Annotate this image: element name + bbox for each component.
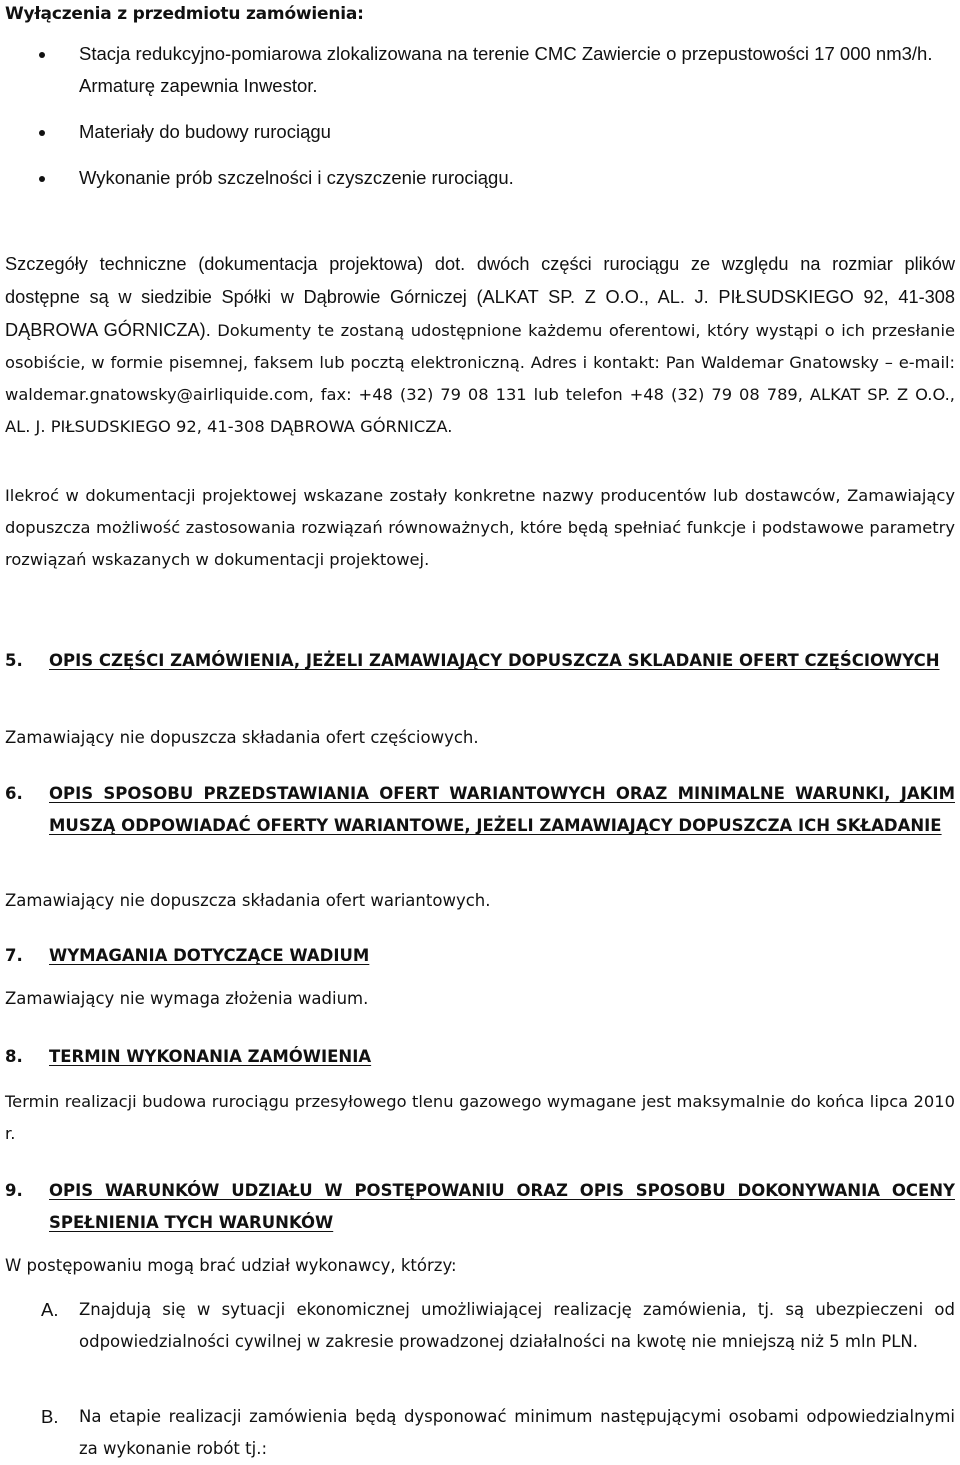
list-item: Materiały do budowy rurociągu bbox=[5, 116, 955, 148]
section-6-body: Zamawiający nie dopuszcza składania ofert wariantowych. bbox=[5, 891, 491, 910]
list-item: Stacja redukcyjno-pomiarowa zlokalizowana na terenie CMC Zawiercie o przepustowości 17 000 nm3/h. Armaturę zapewnia Inwestor. bbox=[5, 38, 955, 102]
exclusions-list bbox=[5, 38, 955, 194]
section-9-body: W postępowaniu mogą brać udział wykonawcy, którzy: bbox=[5, 1256, 457, 1275]
section-8-body: Termin realizacji budowa rurociągu przesyłowego tlenu gazowego wymagane jest maksymalnie do końca lipca 2010 r. bbox=[5, 1092, 955, 1143]
section-8-heading: 8. TERMIN WYKONANIA ZAMÓWIENIA bbox=[5, 1041, 955, 1073]
section-9-heading: 9. OPIS WARUNKÓW UDZIAŁU W POSTĘPOWANIU ORAZ OPIS SPOSOBU DOKONYWANIA OCENY SPEŁNIENIA TYCH WARUNKÓW bbox=[5, 1175, 955, 1239]
exclusions-title: Wyłączenia z przedmiotu zamówienia: bbox=[5, 4, 364, 24]
section-title: OPIS SPOSOBU PRZEDSTAWIANIA OFERT WARIANTOWYCH ORAZ MINIMALNE WARUNKI, JAKIM MUSZĄ ODPOWIADAĆ OFERTY WARIANTOWE, JEŻELI ZAMAWIAJĄCY DOPUSZCZA ICH SKŁADANIE bbox=[49, 784, 955, 835]
technical-paragraph bbox=[5, 248, 955, 443]
section-title: WYMAGANIA DOTYCZĄCE WADIUM bbox=[49, 946, 370, 965]
section-5-body: Zamawiający nie dopuszcza składania ofert częściowych. bbox=[5, 728, 479, 747]
bullet-icon bbox=[39, 52, 45, 58]
condition-label: B. bbox=[41, 1406, 59, 1427]
condition-a bbox=[5, 1294, 955, 1358]
bullet-icon bbox=[39, 176, 45, 182]
section-title: OPIS WARUNKÓW UDZIAŁU W POSTĘPOWANIU ORAZ OPIS SPOSOBU DOKONYWANIA OCENY SPEŁNIENIA TYCH WARUNKÓW bbox=[49, 1181, 955, 1232]
section-title: TERMIN WYKONANIA ZAMÓWIENIA bbox=[49, 1047, 372, 1066]
condition-text: Na etapie realizacji zamówienia będą dysponować minimum następującymi osobami odpowiedzialnymi za wykonanie robót tj.: bbox=[79, 1407, 955, 1458]
condition-b bbox=[5, 1401, 955, 1465]
list-item: Wykonanie prób szczelności i czyszczenie rurociągu. bbox=[5, 162, 955, 194]
condition-label: A. bbox=[41, 1299, 59, 1320]
technical-contact-text: Dokumenty te zostaną udostępnione każdemu oferentowi, który wystąpi o ich przesłanie osobiście, w formie pisemnej, faksem lub pocztą elektroniczną. Adres i kontakt: Pan Waldemar Gnatowsky – e-mail: waldemar.gnatowsky@airliquide.com, fax: +48 (32) 79 08 131 lub telefon +48 (32) 79 08 789, ALKAT SP. Z O.O., AL. J. PIŁSUDSKIEGO 92, 41-308 DĄBROWA GÓRNICZA. bbox=[5, 321, 956, 436]
section-7-heading: 7. WYMAGANIA DOTYCZĄCE WADIUM bbox=[5, 940, 955, 972]
section-7-body: Zamawiający nie wymaga złożenia wadium. bbox=[5, 989, 369, 1008]
technical-location-text: Szczegóły techniczne (dokumentacja projektowa) dot. dwóch części rurociągu ze względu na rozmiar plików dostępne są w siedzibie Spółki w Dąbrowie Górniczej (ALKAT SP. Z O.O., AL. J. PIŁSUDSKIEGO 92, 41-308 DĄBROWA GÓRNICZA). bbox=[5, 254, 955, 340]
bullet-icon bbox=[39, 130, 45, 136]
section-title: OPIS CZĘŚCI ZAMÓWIENIA, JEŻELI ZAMAWIAJĄCY DOPUSZCZA SKLADANIE OFERT CZĘŚCIOWYCH bbox=[49, 651, 940, 670]
section-5-heading: 5. OPIS CZĘŚCI ZAMÓWIENIA, JEŻELI ZAMAWIAJĄCY DOPUSZCZA SKLADANIE OFERT CZĘŚCIOWYCH bbox=[5, 645, 955, 677]
section-6-heading: 6. OPIS SPOSOBU PRZEDSTAWIANIA OFERT WARIANTOWYCH ORAZ MINIMALNE WARUNKI, JAKIM MUSZĄ ODPOWIADAĆ OFERTY WARIANTOWE, JEŻELI ZAMAWIAJĄCY DOPUSZCZA ICH SKŁADANIE bbox=[5, 778, 955, 842]
equivalents-paragraph: Ilekroć w dokumentacji projektowej wskazane zostały konkretne nazwy producentów lub dostawców, Zamawiający dopuszcza możliwość zastosowania rozwiązań równoważnych, które będą spełniać funkcje i podstawowe parametry rozwiązań wskazanych w dokumentacji projektowej. bbox=[5, 486, 955, 569]
condition-text: Znajdują się w sytuacji ekonomicznej umożliwiającej realizację zamówienia, tj. są ubezpieczeni od odpowiedzialności cywilnej w zakresie prowadzonej działalności na kwotę nie mniejszą niż 5 mln PLN. bbox=[79, 1300, 955, 1351]
